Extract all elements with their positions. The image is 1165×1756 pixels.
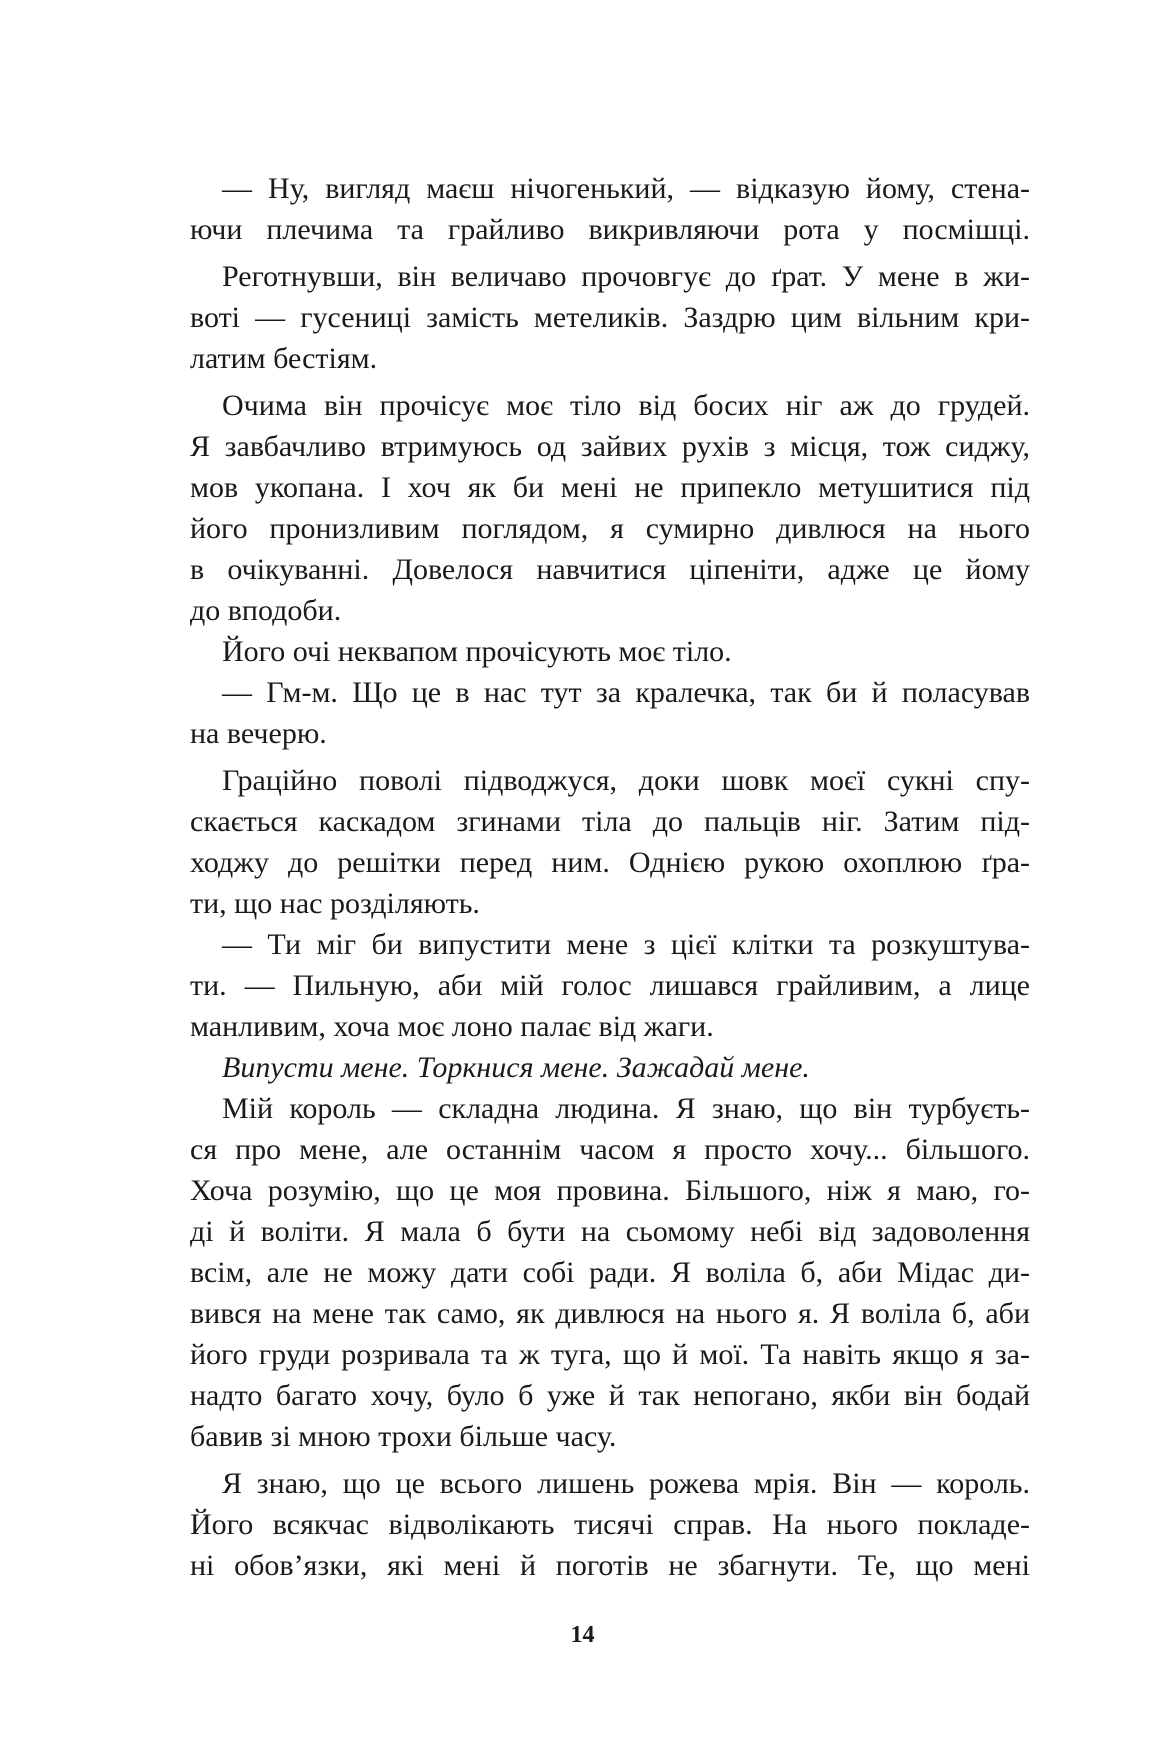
text-line: ся про мене, але останнім часом я просто хочу... більшого. [190, 1133, 1030, 1166]
text-line: бавив зі мною трохи більше часу. [190, 1420, 617, 1453]
text-line: — Ти міг би випустити мене з цієї клітки та розкуштува- [222, 928, 1030, 961]
text-line: ді й воліти. Я мала б бути на сьомому небі від задоволення [190, 1215, 1030, 1248]
text-line: Його очі неквапом прочісують моє тіло. [222, 635, 732, 668]
text-line: надто багато хочу, було б уже й так непогано, якби він бодай [190, 1379, 1030, 1412]
text-line: вився на мене так само, як дивлюся на нього я. Я воліла б, аби [190, 1297, 1030, 1330]
page-body [190, 168, 1030, 1586]
text-line: Реготнувши, він величаво прочовгує до ґрат. У мене в жи- [222, 260, 1030, 293]
text-line: в очікуванні. Довелося навчитися ціпеніти, адже це йому [190, 553, 1030, 586]
text-line: ходжу до решітки перед ним. Однією рукою охоплюю ґра- [190, 846, 1030, 879]
text-line: до вподоби. [190, 594, 342, 627]
text-line: Граційно поволі підводжуся, доки шовк моєї сукні спу- [222, 764, 1030, 797]
text-line: ти, що нас розділяють. [190, 887, 480, 920]
text-line: його груди розривала та ж туга, що й мої. Та навіть якщо я за- [190, 1338, 1030, 1371]
text-line: на вечерю. [190, 717, 327, 750]
text-line: — Гм-м. Що це в нас тут за кралечка, так би й поласував [222, 676, 1030, 709]
text-line: Мій король — складна людина. Я знаю, що він турбуєть- [222, 1092, 1030, 1125]
page-number: 14 [570, 1622, 595, 1648]
text-line: — Ну, вигляд маєш нічогенький, — відказую йому, стена- [222, 172, 1030, 205]
text-line: Хоча розумію, що це моя провина. Більшого, ніж я маю, го- [190, 1174, 1030, 1207]
text-line: воті — гусениці замість метеликів. Заздрю цим вільним кри- [190, 301, 1030, 334]
text-line: скається каскадом згинами тіла до пальців ніг. Затим під- [190, 805, 1030, 838]
text-line: ти. — Пильную, аби мій голос лишався грайливим, а лице [190, 969, 1030, 1002]
text-line: Його всякчас відволікають тисячі справ. На нього покладе- [190, 1508, 1030, 1541]
text-line: Я знаю, що це всього лишень рожева мрія. Він — король. [222, 1467, 1030, 1500]
text-line: ні обов’язки, які мені й поготів не збагнути. Те, що мені [190, 1549, 1030, 1582]
text-line: латим бестіям. [190, 342, 378, 375]
text-line: всім, але не можу дати собі ради. Я воліла б, аби Мідас ди- [190, 1256, 1030, 1289]
text-line: манливим, хоча моє лоно палає від жаги. [190, 1010, 714, 1043]
text-line: Я завбачливо втримуюсь од зайвих рухів з місця, тож сиджу, [190, 430, 1030, 463]
text-line: його пронизливим поглядом, я сумирно дивлюся на нього [190, 512, 1030, 545]
text-line: ючи плечима та грайливо викривляючи рота у посмішці. [190, 213, 1030, 246]
text-line: мов укопана. І хоч як би мені не припекло метушитися під [190, 471, 1030, 504]
italic-thought-line: Випусти мене. Торкнися мене. Зажадай мене. [222, 1051, 810, 1084]
text-line: Очима він прочісує моє тіло від босих ніг аж до грудей. [222, 389, 1030, 422]
